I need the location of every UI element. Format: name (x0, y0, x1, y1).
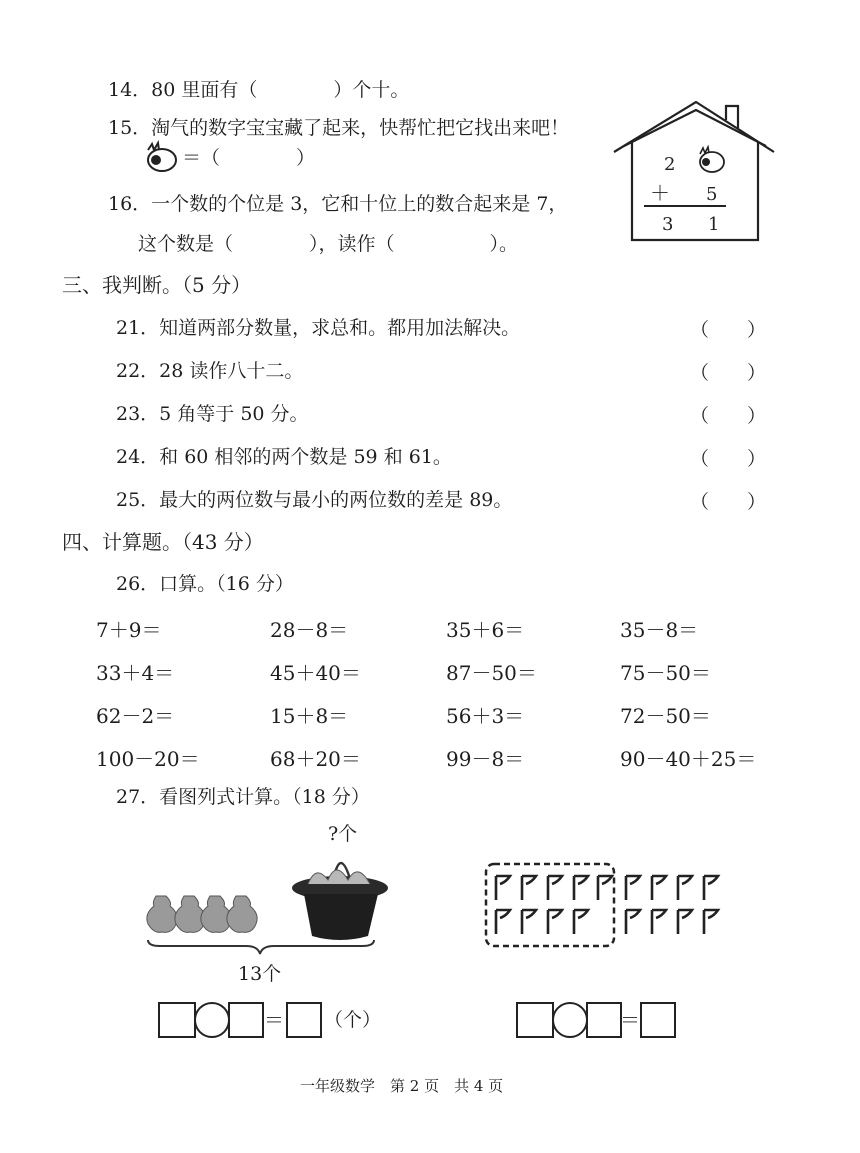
oral-item: 45＋40＝ (270, 661, 361, 685)
pear-question-label: ?个 (328, 823, 358, 845)
question-15-answer: ＝（ ） (182, 147, 316, 169)
oral-item: 87－50＝ (446, 661, 537, 685)
page-footer: 一年级数学 第 2 页 共 4 页 (300, 1077, 504, 1095)
question-27-title: 27．看图列式计算。（18 分） (116, 786, 370, 808)
house-plus-sign: ＋ (650, 181, 670, 205)
equals-sign: ＝ (620, 1008, 640, 1032)
judge-paren-21[interactable]: （ ） (690, 319, 767, 341)
pear-icon (147, 896, 257, 932)
answer-box[interactable] (640, 1002, 676, 1038)
answer-box[interactable] (228, 1002, 264, 1038)
oral-item: 75－50＝ (620, 661, 711, 685)
house-top-digit: 2 (664, 154, 676, 175)
flag-icon (496, 876, 718, 934)
house-pomegranate-icon (700, 147, 724, 172)
house-result-left: 3 (662, 214, 674, 235)
section3-title: 三、我判断。（5 分） (62, 273, 252, 297)
unit-label: （个） (324, 1009, 382, 1031)
judge-item-22: 22．28 读作八十二。 (116, 360, 304, 382)
operator-circle[interactable] (552, 1002, 588, 1038)
question-16-line2: 这个数是（ ），读作（ ）。 (138, 233, 519, 255)
basket-icon (292, 863, 388, 940)
question-16-line1: 16．一个数的个位是 3，它和十位上的数合起来是 7， (108, 193, 568, 215)
oral-item: 33＋4＝ (96, 661, 175, 685)
flag-picture (484, 860, 734, 952)
equals-sign: ＝ (264, 1008, 284, 1032)
oral-item: 99－8＝ (446, 747, 525, 771)
answer-box[interactable] (286, 1002, 322, 1038)
question-14: 14．80 里面有（ ）个十。 (108, 79, 410, 101)
pear-total-label: 13个 (238, 963, 282, 985)
oral-item: 56＋3＝ (446, 704, 525, 728)
operator-circle[interactable] (194, 1002, 230, 1038)
answer-box[interactable] (158, 1002, 196, 1038)
oral-item: 90－40＋25＝ (620, 747, 757, 771)
oral-item: 100－20＝ (96, 747, 200, 771)
section4-title: 四、计算题。（43 分） (62, 530, 264, 554)
judge-paren-23[interactable]: （ ） (690, 405, 767, 427)
house-second-digit: 5 (706, 184, 718, 205)
oral-item: 28－8＝ (270, 618, 349, 642)
judge-paren-25[interactable]: （ ） (690, 491, 767, 513)
oral-item: 62－2＝ (96, 704, 175, 728)
pear-picture (140, 840, 400, 960)
oral-item: 72－50＝ (620, 704, 711, 728)
judge-item-24: 24．和 60 相邻的两个数是 59 和 61。 (116, 446, 452, 468)
house-result-right: 1 (708, 214, 720, 235)
judge-item-21: 21．知道两部分数量，求总和。都用加法解决。 (116, 317, 521, 339)
pomegranate-icon (140, 140, 180, 174)
house-figure (610, 98, 780, 248)
answer-box[interactable] (516, 1002, 554, 1038)
question-15: 15．淘气的数字宝宝藏了起来，快帮忙把它找出来吧！ (108, 117, 570, 139)
oral-item: 68＋20＝ (270, 747, 361, 771)
judge-paren-22[interactable]: （ ） (690, 362, 767, 384)
oral-item: 35＋6＝ (446, 618, 525, 642)
question-26-title: 26．口算。（16 分） (116, 573, 294, 595)
judge-item-23: 23．5 角等于 50 分。 (116, 403, 309, 425)
judge-paren-24[interactable]: （ ） (690, 448, 767, 470)
judge-item-25: 25．最大的两位数与最小的两位数的差是 89。 (116, 489, 513, 511)
oral-item: 15＋8＝ (270, 704, 349, 728)
answer-box[interactable] (586, 1002, 622, 1038)
oral-item: 7＋9＝ (96, 618, 162, 642)
oral-item: 35－8＝ (620, 618, 699, 642)
